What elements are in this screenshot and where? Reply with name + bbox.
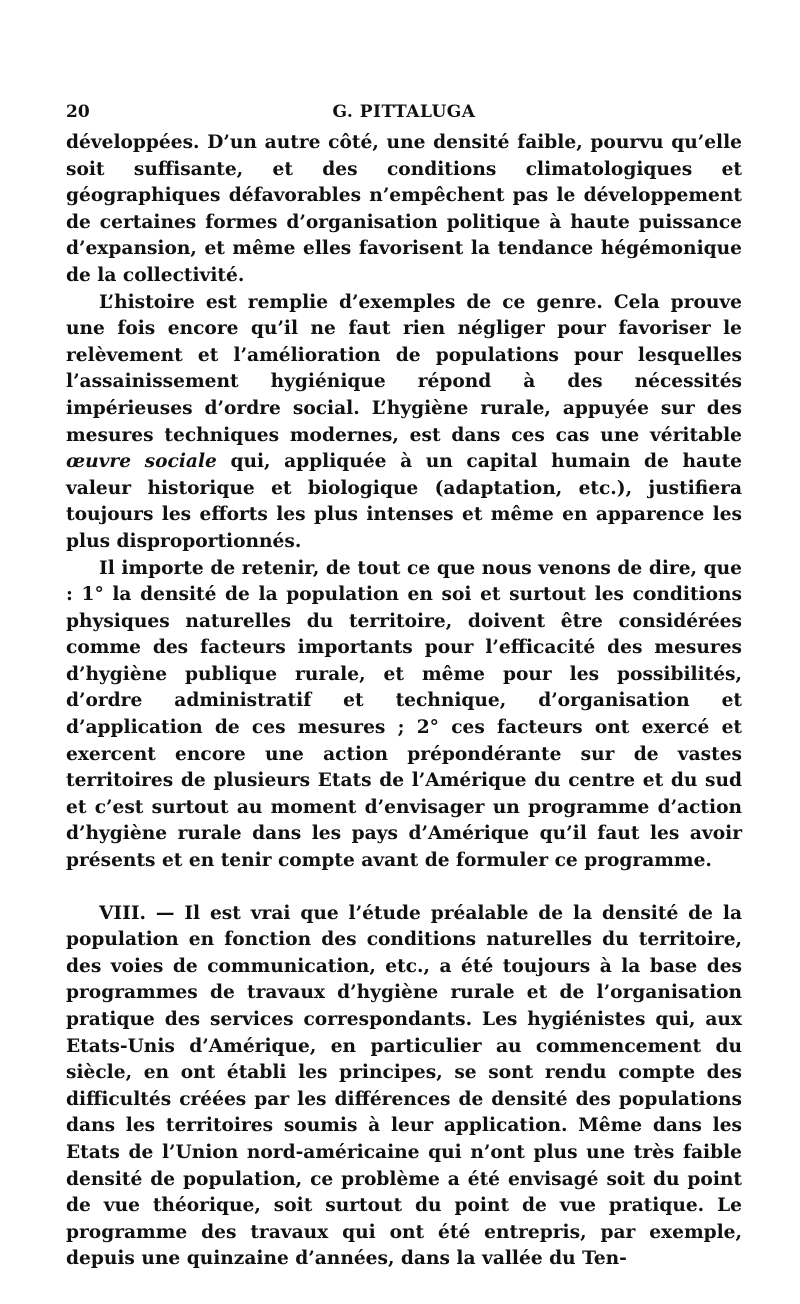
page-number: 20 — [66, 102, 90, 122]
page-header — [66, 96, 742, 130]
document-page — [66, 96, 742, 1273]
paragraph-1-text: développées. D’un autre côté, une densité faible, pourvu qu’elle soit suffisante, et des conditions climatologiques et géographiques défavorables n’empêchent pas le développement de certaines formes d’organisation politique à haute puissance d’expansion, et même elles favorisent la tendance hégémonique de la collectivité. — [66, 132, 742, 286]
paragraph-2-text-after: qui, appliquée à un capital humain de haute valeur historique et biologique (adaptation, etc.), justifiera toujours les efforts les plus intenses et même en apparence les plus disproportionnés. — [66, 451, 742, 552]
paragraph-3-text: Il importe de retenir, de tout ce que nous venons de dire, que : 1° la densité de la population en soi et surtout les conditions physiques naturelles du territoire, doivent être considérées comme des facteurs importants pour l’efficacité des mesures d’hygiène publique rurale, et même pour les possibilités, d’ordre administratif et technique, d’organisation et d’application de ces mesures ; 2° ces facteurs ont exercé et exercent encore une action prépondérante sur de vastes territoires de plusieurs Etats de l’Amérique du centre et du sud et c’est surtout au moment d’envisager un programme d’action d’hygiène rurale dans les pays d’Amérique qu’il faut les avoir présents et en tenir compte avant de formuler ce programme. — [66, 557, 742, 872]
running-head: G. PITTALUGA — [332, 102, 476, 122]
paragraph-3 — [66, 556, 742, 875]
paragraph-2 — [66, 290, 742, 556]
section-gap — [66, 875, 742, 901]
paragraph-2-italic: œuvre sociale — [66, 451, 217, 473]
paragraph-1 — [66, 130, 742, 290]
paragraph-4 — [66, 901, 742, 1273]
paragraph-4-text: VIII. — Il est vrai que l’étude préalable de la densité de la population en fonction des conditions naturelles du territoire, des voies de communication, etc., a été toujours à la base des programmes de travaux d’hygiène rurale et de l’organisation pratique des services correspondants. Les hygiénistes qui, aux Etats-Unis d’Amérique, en particulier au commencement du siècle, en ont établi les principes, se sont rendu compte des difficultés créées par les différences de densité des populations dans les territoires soumis à leur application. Même dans les Etats de l’Union nord-américaine qui n’ont plus une très faible densité de population, ce problème a été envisagé soit du point de vue théorique, soit surtout du point de vue pratique. Le programme des travaux qui ont été entrepris, par exemple, depuis une quinzaine d’années, dans la vallée du Ten- — [66, 902, 742, 1270]
paragraph-2-text-before: L’histoire est remplie d’exemples de ce genre. Cela prouve une fois encore qu’il ne faut rien négliger pour favoriser le relèvement et l’amélioration de populations pour lesquelles l’assainissement hygiénique répond à des nécessités impérieuses d’ordre social. L’hygiène rurale, appuyée sur des mesures techniques modernes, est dans ces cas une véritable — [66, 291, 742, 446]
